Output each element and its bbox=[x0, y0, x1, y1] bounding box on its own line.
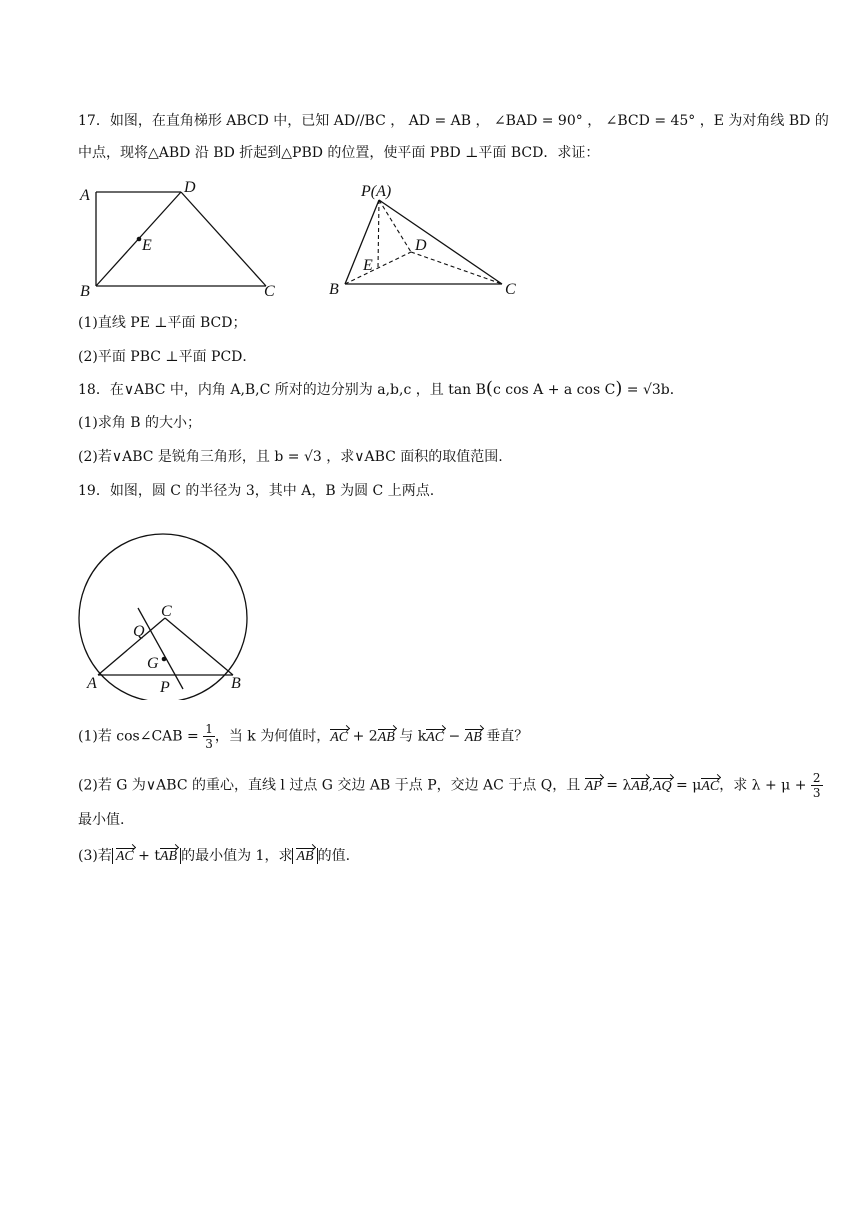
q19-part1-mid: ，当 k 为何值时， bbox=[214, 728, 331, 745]
fig3-label-b: B bbox=[231, 675, 241, 692]
vector-ab: AB bbox=[465, 728, 482, 748]
fig1-label-a: A bbox=[80, 187, 90, 204]
fig3-label-g: G bbox=[147, 655, 159, 672]
fig2-label-b: B bbox=[329, 281, 339, 298]
q17-part2: (2)平面 PBC ⊥平面 PCD． bbox=[78, 349, 257, 365]
q18-stem: 18．在∨ABC 中，内角 A,B,C 所对的边分别为 a,b,c ，且 tan B(c cos A + a cos C) = √3b． bbox=[78, 378, 684, 399]
q17-part1: (1)直线 PE ⊥平面 BCD； bbox=[78, 315, 247, 331]
q19-part1 bbox=[78, 722, 528, 751]
vector-ap: AP bbox=[585, 777, 602, 797]
q18-stem-post: = √3b． bbox=[622, 382, 684, 398]
absolute-value-expression bbox=[112, 848, 181, 864]
q19-part1-end: 垂直？ bbox=[481, 728, 529, 745]
fraction-denominator: 3 bbox=[812, 786, 821, 800]
fig1-label-e: E bbox=[142, 237, 152, 254]
q19-part3-pre: (3)若 bbox=[78, 848, 112, 864]
q18-stem-mid: c cos A + a cos C bbox=[492, 382, 616, 398]
fig2-label-e: E bbox=[363, 257, 373, 274]
tetrahedron-figure bbox=[325, 172, 535, 302]
vector-ac: AC bbox=[116, 847, 134, 867]
q19-part3-end: 的值. bbox=[317, 848, 351, 864]
q19-part1-with: 与 k bbox=[394, 728, 427, 745]
q17-stem-line2: 中点，现将△ABD 沿 BD 折起到△PBD 的位置，使平面 PBD ⊥平面 BCD．求证： bbox=[78, 145, 600, 161]
fig2-label-p: P(A) bbox=[361, 183, 392, 200]
vector-ab: AB bbox=[296, 847, 313, 867]
q19-part2 bbox=[78, 771, 823, 800]
q19-part1-pre: (1)若 cos∠CAB = bbox=[78, 728, 204, 745]
q19-stem: 19．如图，圆 C 的半径为 3，其中 A，B 为圆 C 上两点. bbox=[78, 483, 435, 499]
fig3-label-p: P bbox=[160, 679, 170, 696]
operator-minus: − bbox=[444, 728, 465, 745]
vector-aq: AQ bbox=[653, 777, 672, 797]
q19-part3 bbox=[78, 846, 350, 867]
fraction-two-thirds bbox=[811, 771, 823, 800]
circle-triangle-figure bbox=[75, 530, 275, 700]
fig1-label-c: C bbox=[264, 283, 275, 300]
fig3-label-q: Q bbox=[133, 623, 145, 640]
vector-ab: AB bbox=[378, 728, 395, 748]
operator-plus-t: + t bbox=[133, 848, 160, 864]
fraction-numerator: 2 bbox=[812, 771, 821, 785]
fig2-label-c: C bbox=[505, 281, 516, 298]
q19-part2-pre: (2)若 G 为∨ABC 的重心，直线 l 过点 G 交边 AB 于点 P，交边 AC 于点 Q，且 bbox=[78, 777, 585, 794]
vector-ab: AB bbox=[631, 777, 648, 797]
q19-part3-mid: 的最小值为 1，求 bbox=[181, 848, 293, 864]
q18-stem-pre: 18．在∨ABC 中，内角 A,B,C 所对的边分别为 a,b,c ，且 tan B bbox=[78, 382, 486, 398]
q19-part2-ask: ，求 λ + μ + bbox=[719, 777, 811, 794]
fig3-label-a: A bbox=[87, 675, 97, 692]
fig3-label-c: C bbox=[161, 603, 172, 620]
trapezoid-figure bbox=[70, 172, 290, 302]
q19-part2-line2: 最小值. bbox=[78, 812, 125, 828]
q18-part2: (2)若∨ABC 是锐角三角形，且 b = √3 ，求∨ABC 面积的取值范围. bbox=[78, 449, 503, 465]
equals-lambda: = λ bbox=[601, 777, 632, 794]
comma: , bbox=[648, 777, 653, 794]
vector-ac: AC bbox=[426, 728, 444, 748]
vector-ab: AB bbox=[160, 847, 177, 867]
q18-part1: (1)求角 B 的大小； bbox=[78, 415, 202, 431]
absolute-value-ab bbox=[292, 848, 317, 864]
operator-plus: + 2 bbox=[348, 728, 378, 745]
fig1-label-b: B bbox=[80, 283, 90, 300]
fig2-label-d: D bbox=[415, 237, 427, 254]
fig1-label-d: D bbox=[184, 179, 196, 196]
vector-ac: AC bbox=[701, 777, 719, 797]
q17-stem-line1: 17．如图，在直角梯形 ABCD 中，已知 AD//BC ， AD = AB ， ∠BAD = 90° ， ∠BCD = 45° ，E 为对角线 BD 的 bbox=[78, 113, 829, 129]
fraction-one-third bbox=[203, 722, 215, 751]
equals-mu: = μ bbox=[671, 777, 702, 794]
fraction-denominator: 3 bbox=[205, 737, 213, 751]
vector-ac: AC bbox=[330, 728, 348, 748]
fraction-numerator: 1 bbox=[205, 722, 213, 736]
